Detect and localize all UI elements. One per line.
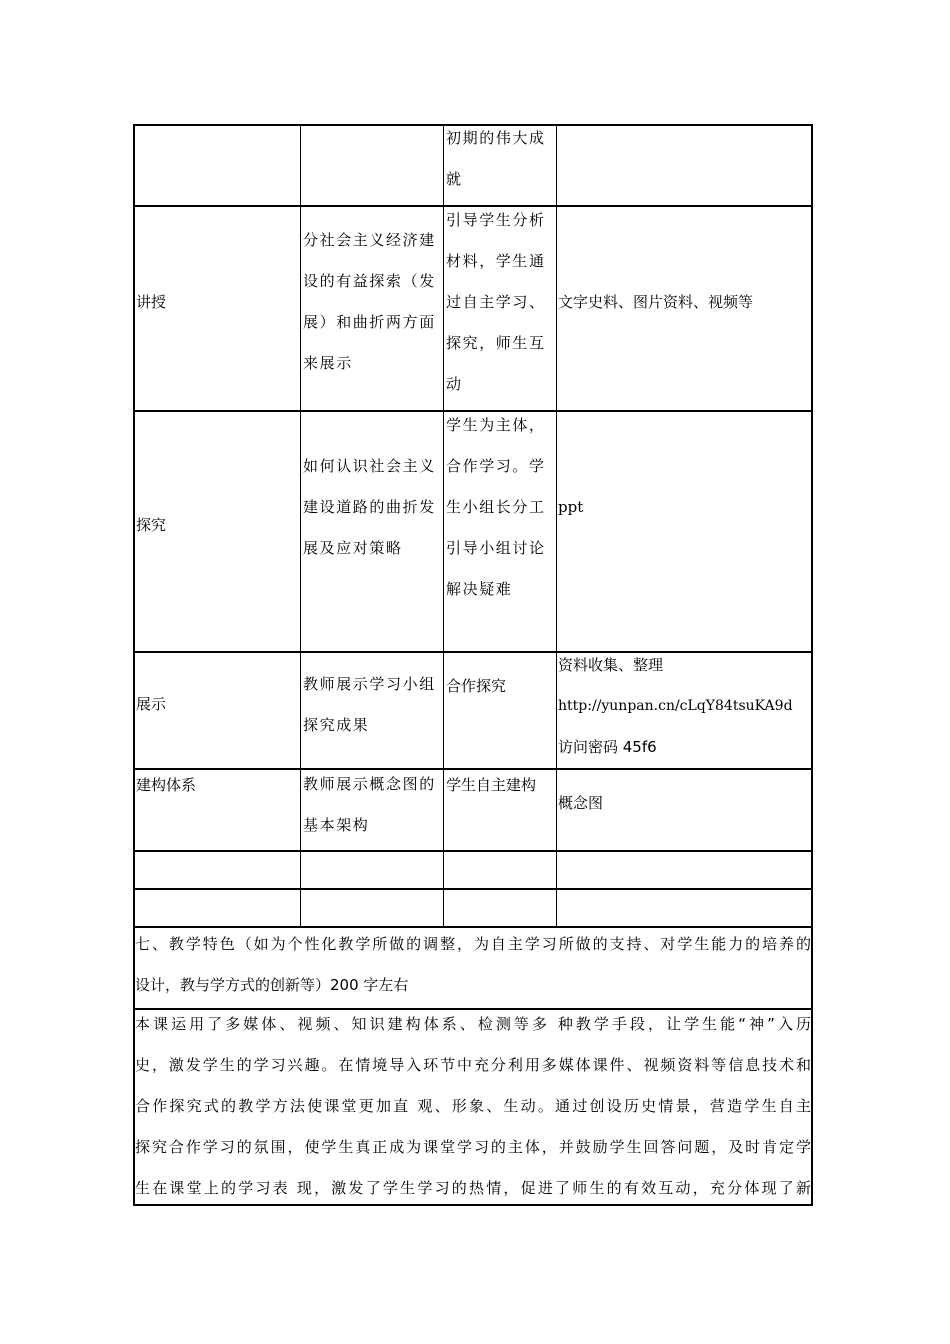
body-line: 探究合作学习的氛围，使学生真正成为课堂学习的主体，并鼓励学生回答问题，及时肯定学 bbox=[135, 1138, 811, 1156]
cell-line: 如何认识社会主义 bbox=[303, 457, 436, 475]
cell-line: 合作探究 bbox=[446, 677, 507, 695]
row4-stage-cell bbox=[136, 684, 296, 725]
heading-line: 七、教学特色（如为个性化教学所做的调整，为自主学习所做的支持、对学生能力的培养的 bbox=[135, 935, 811, 953]
cell-line: 访问密码 45f6 bbox=[558, 738, 657, 756]
cell-line: 探究 bbox=[136, 516, 167, 534]
cell-line: 引导小组讨论 bbox=[446, 539, 546, 557]
column-divider bbox=[300, 124, 301, 928]
cell-line: 过自主学习、 bbox=[446, 293, 546, 311]
cell-line: 材料，学生通 bbox=[446, 252, 546, 270]
row1-method-cell bbox=[446, 118, 554, 200]
cell-line: 教师展示学习小组 bbox=[303, 675, 436, 693]
row5-content-cell bbox=[303, 764, 443, 846]
section7-body bbox=[135, 1004, 811, 1209]
body-line: 本课运用了多媒体、视频、知识建构体系、检测等多 种教学手段，让学生能“神”入历 bbox=[135, 1015, 811, 1033]
cell-line: 学生为主体， bbox=[446, 416, 546, 434]
cell-line: 引导学生分析 bbox=[446, 211, 546, 229]
row5-method-cell bbox=[446, 765, 556, 806]
row3-stage-cell bbox=[136, 505, 296, 546]
cell-line: 文字史料、图片资料、视频等 bbox=[558, 293, 754, 311]
row2-resource-cell bbox=[558, 282, 811, 323]
row2-method-cell bbox=[446, 200, 556, 405]
row3-resource-cell bbox=[558, 487, 811, 528]
cell-line: 就 bbox=[446, 170, 463, 188]
row-divider bbox=[133, 850, 813, 852]
section7-heading bbox=[135, 924, 811, 1006]
column-divider bbox=[556, 124, 557, 928]
row4-resource-cell bbox=[558, 645, 811, 768]
cell-line: 设的有益探索（发 bbox=[303, 272, 436, 290]
cell-line: 探究成果 bbox=[303, 716, 370, 734]
row4-method-cell bbox=[446, 666, 556, 707]
row-divider bbox=[133, 888, 813, 890]
row3-method-cell bbox=[446, 405, 556, 610]
cell-line: 初期的伟大成 bbox=[446, 129, 546, 147]
cell-line: 教师展示概念图的 bbox=[303, 775, 436, 793]
cell-line: 概念图 bbox=[558, 794, 604, 812]
cell-line: 展）和曲折两方面 bbox=[303, 313, 436, 331]
body-line: 史，激发学生的学习兴趣。在情境导入环节中充分利用多媒体课件、视频资料等信息技术和 bbox=[135, 1056, 811, 1074]
resource-link[interactable]: http://yunpan.cn/cLqY84tsuKA9d bbox=[558, 698, 793, 714]
cell-line: 基本架构 bbox=[303, 816, 370, 834]
heading-line: 设计，教与学方式的创新等）200 字左右 bbox=[135, 976, 409, 994]
cell-line: 动 bbox=[446, 375, 463, 393]
cell-line: 讲授 bbox=[136, 293, 167, 311]
row5-resource-cell bbox=[558, 783, 811, 824]
column-divider bbox=[443, 124, 444, 928]
cell-line: 资料收集、整理 bbox=[558, 656, 664, 674]
body-line: 合作探究式的教学方法使课堂更加直 观、形象、生动。通过创设历史情景，营造学生自主 bbox=[135, 1097, 811, 1115]
row4-content-cell bbox=[303, 664, 443, 746]
cell-line: 来展示 bbox=[303, 354, 353, 372]
cell-line: 建设道路的曲折发 bbox=[303, 498, 436, 516]
cell-line: 解决疑难 bbox=[446, 580, 513, 598]
cell-line: ppt bbox=[558, 498, 584, 516]
cell-line: 展示 bbox=[136, 695, 167, 713]
cell-line: 学生自主建构 bbox=[446, 776, 537, 794]
cell-line: 合作学习。学 bbox=[446, 457, 546, 475]
cell-line: 探究，师生互 bbox=[446, 334, 546, 352]
cell-line: 展及应对策略 bbox=[303, 539, 403, 557]
row5-stage-cell bbox=[136, 765, 296, 806]
body-line: 生在课堂上的学习表 现，激发了学生学习的热情，促进了师生的有效互动，充分体现了新 bbox=[135, 1179, 811, 1197]
row2-content-cell bbox=[303, 220, 443, 384]
cell-line: 分社会主义经济建 bbox=[303, 231, 436, 249]
cell-line: 生小组长分工 bbox=[446, 498, 546, 516]
row2-stage-cell bbox=[136, 282, 296, 323]
row3-content-cell bbox=[303, 446, 443, 569]
cell-line: 建构体系 bbox=[136, 776, 197, 794]
